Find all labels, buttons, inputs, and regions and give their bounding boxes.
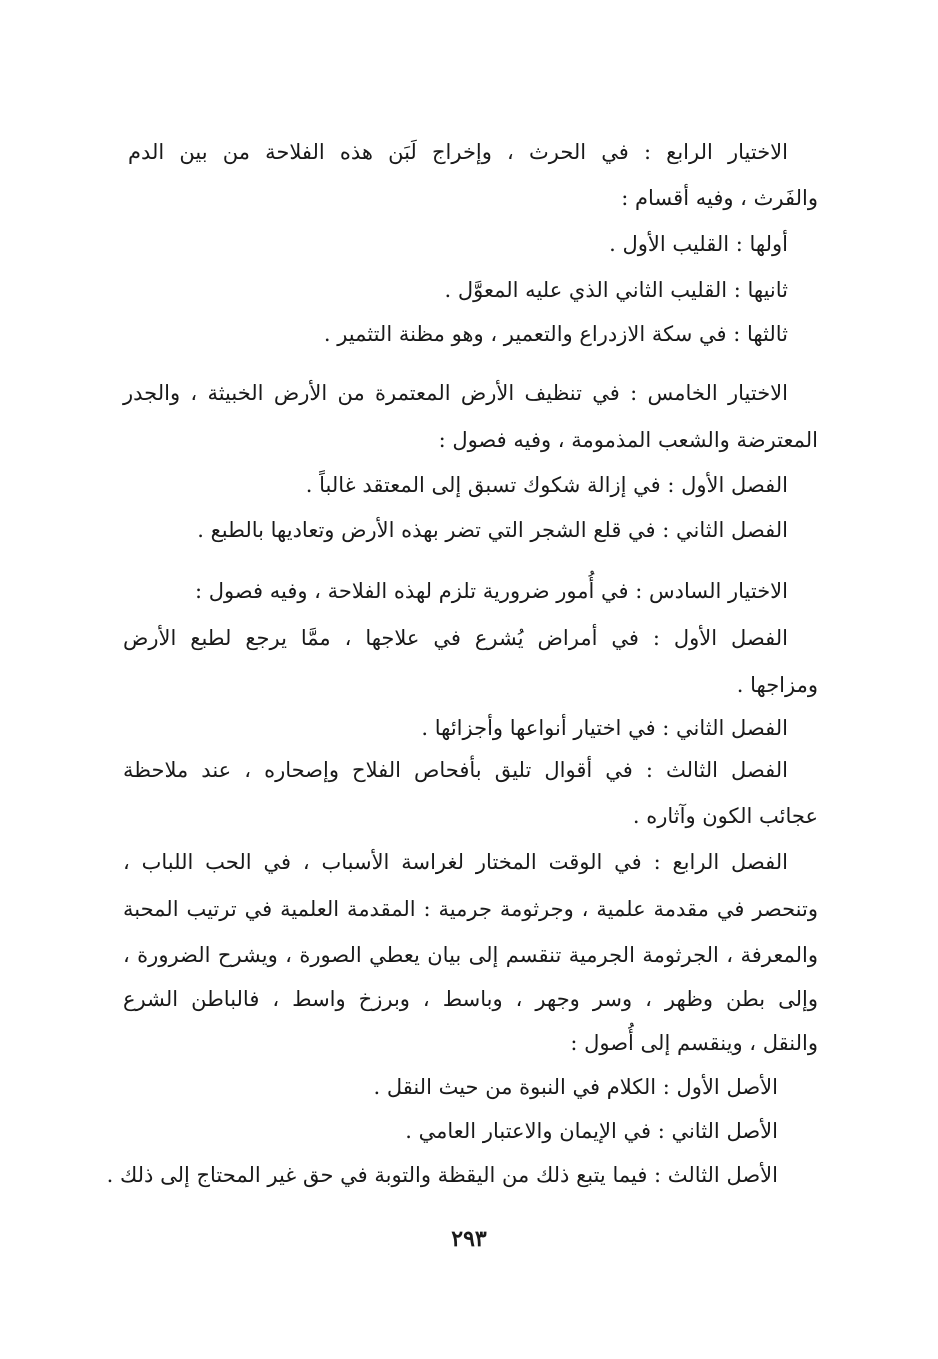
text-line: والنقل ، وينقسم إلى أُصول : — [570, 1031, 818, 1055]
text-line: الاختيار السادس : في أُمور ضرورية تلزم لهذه الفلاحة ، وفيه فصول : — [194, 579, 788, 603]
text-line: الفصل الرابع : في الوقت المختار لغراسة الأسباب ، في الحب اللباب ، — [123, 850, 788, 874]
text-line: الفصل الأول : في أمراض يُشرع في علاجها ، ممَّا يرجع لطبع الأرض — [123, 626, 788, 650]
text-line: الاختيار الخامس : في تنظيف الأرض المعتمرة من الأرض الخبيثة ، والجدر — [123, 381, 788, 405]
text-line: ومزاجها . — [736, 673, 818, 697]
text-line: أولها : القليب الأول . — [609, 232, 788, 256]
text-line: الفصل الثاني : في اختيار أنواعها وأجزائها . — [421, 716, 788, 740]
text-line: الفصل الأول : في إزالة شكوك تسبق إلى المعتقد غالباً . — [305, 473, 788, 497]
text-line: والمعرفة ، الجرثومة الجرمية تنقسم إلى بيان يعطي الصورة ، ويشرح الضرورة ، — [123, 943, 818, 967]
text-line: الفصل الثاني : في قلع الشجر التي تضر بهذه الأرض وتعاديها بالطبع . — [197, 518, 788, 542]
text-line: الفصل الثالث : في أقوال تليق بأفحاص الفلاح وإصحاره ، عند ملاحظة — [123, 758, 788, 782]
text-line: وتنحصر في مقدمة علمية ، وجرثومة جرمية : المقدمة العلمية في ترتيب المحبة — [123, 897, 818, 921]
text-line: وإلى بطن وظهر ، وسر وجهر ، وباسط ، وبرزخ واسط ، فالباطن الشرع — [123, 987, 818, 1011]
text-line: المعترضة والشعب المذمومة ، وفيه فصول : — [438, 428, 818, 452]
text-line: والفَرث ، وفيه أقسام : — [621, 186, 818, 210]
text-line: عجائب الكون وآثاره . — [632, 804, 818, 828]
text-line: الأصل الثالث : فيما يتبع ذلك من اليقظة والتوبة في حق غير المحتاج إلى ذلك . — [106, 1163, 778, 1187]
text-line: الاختيار الرابع : في الحرث ، وإخراج لَبَن هذه الفلاحة من بين الدم — [128, 140, 788, 164]
text-line: ثالثها : في سكة الازدراع والتعمير ، وهو مظنة التثمير . — [323, 322, 788, 346]
text-line: الأصل الأول : الكلام في النبوة من حيث النقل . — [373, 1075, 778, 1099]
text-line: ثانيها : القليب الثاني الذي عليه المعوَّل . — [444, 278, 788, 302]
page-number: ٢٩٣ — [451, 1226, 487, 1252]
text-line: الأصل الثاني : في الإيمان والاعتبار العامي . — [405, 1119, 778, 1143]
